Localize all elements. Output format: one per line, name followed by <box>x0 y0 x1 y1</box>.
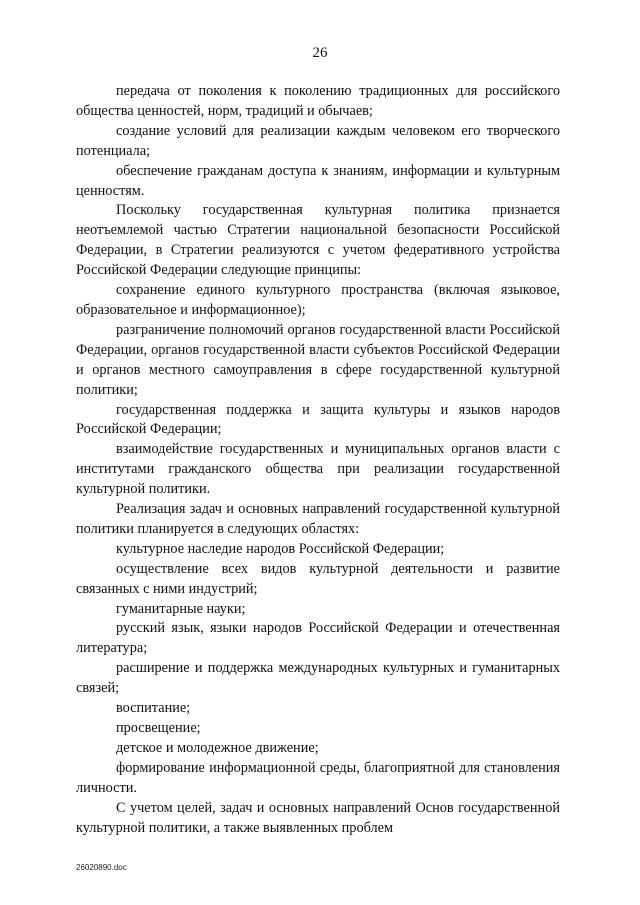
paragraph: формирование информационной среды, благоприятной для становления личности. <box>76 759 560 796</box>
paragraph: передача от поколения к поколению традиционных для российского общества ценностей, норм, традиций и обычаев; <box>76 83 560 119</box>
paragraph: обеспечение гражданам доступа к знаниям, информации и культурным ценностям. <box>76 162 560 199</box>
paragraph: Реализация задач и основных направлений государственной культурной политики планируется в следующих областях: <box>76 501 560 537</box>
paragraph: детское и молодежное движение; <box>116 739 319 756</box>
paragraph: государственная поддержка и защита культуры и языков народов Российской Федерации; <box>76 401 560 438</box>
paragraph: культурное наследие народов Российской Федерации; <box>116 540 445 557</box>
paragraph: осуществление всех видов культурной деятельности и развитие связанных с ними индустрий; <box>76 560 560 597</box>
page-number: 26 <box>312 45 328 61</box>
paragraph: расширение и поддержка международных культурных и гуманитарных связей; <box>76 660 560 697</box>
paragraph: создание условий для реализации каждым человеком его творческого потенциала; <box>76 122 560 159</box>
paragraph: сохранение единого культурного пространства (включая языковое, образовательное и информационное); <box>76 282 560 318</box>
paragraph: русский язык, языки народов Российской Федерации и отечественная литература; <box>76 620 560 657</box>
paragraph: разграничение полномочий органов государственной власти Российской Федерации, органов государственной власти субъектов Российской Федерации и органов местного самоуправления в сфере государственной культурной политики; <box>76 321 560 398</box>
paragraph: гуманитарные науки; <box>116 600 246 617</box>
paragraph: воспитание; <box>116 700 191 717</box>
paragraph: Поскольку государственная культурная политика признается неотъемлемой частью Стратегии национальной безопасности Российской Федерации, в Стратегии реализуются с учетом федеративного устройства Российской Федерации следующие принципы: <box>76 202 560 279</box>
document-body <box>76 82 560 838</box>
footer-doc-name: 26020890.doc <box>76 863 127 872</box>
paragraph: С учетом целей, задач и основных направлений Основ государственной культурной политики, а также выявленных проблем <box>76 799 560 836</box>
paragraph: просвещение; <box>116 720 201 736</box>
paragraph: взаимодействие государственных и муниципальных органов власти с институтами гражданского общества при реализации государственной культурной политики. <box>76 441 560 498</box>
